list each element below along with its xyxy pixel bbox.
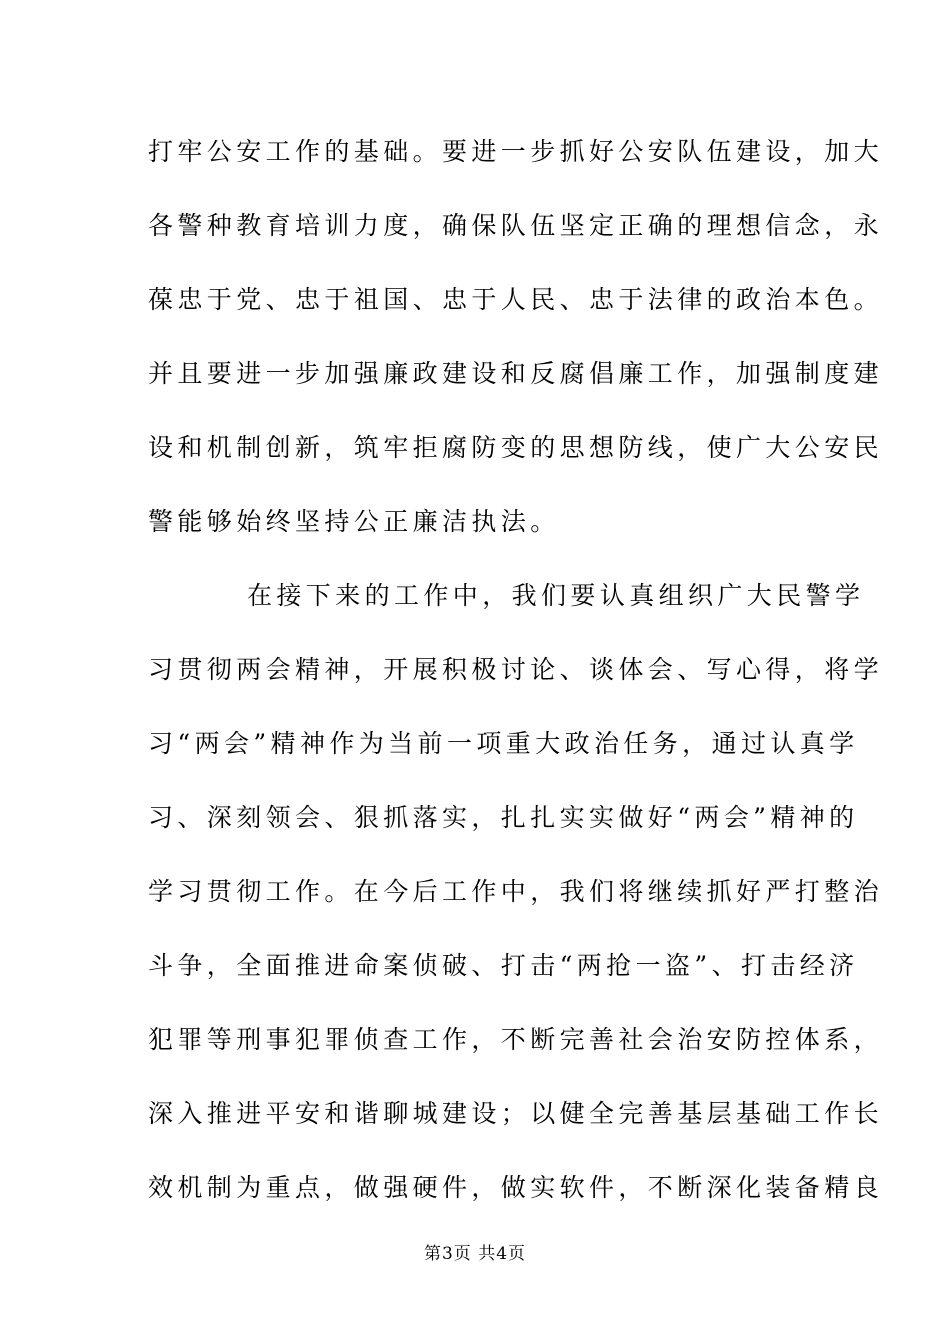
text-line: 打牢公安工作的基础。要进一步抓好公安队伍建设，加大	[148, 137, 884, 166]
text-line: 斗争，全面推进命案侦破、打击“两抢一盗”、打击经济	[148, 951, 859, 980]
text-line: 设和机制创新，筑牢拒腐防变的思想防线，使广大公安民	[148, 433, 884, 462]
text-line: 习“两会”精神作为当前一项重大政治任务，通过认真学	[148, 729, 859, 758]
text-line: 各警种教育培训力度，确保队伍坚定正确的理想信念，永	[148, 211, 884, 240]
text-line: 习、深刻领会、狠抓落实，扎扎实实做好“两会”精神的	[148, 803, 859, 832]
text-line: 习贯彻两会精神，开展积极讨论、谈体会、写心得，将学	[148, 655, 884, 684]
text-line: 并且要进一步加强廉政建设和反腐倡廉工作，加强制度建	[148, 359, 884, 388]
text-line: 犯罪等刑事犯罪侦查工作，不断完善社会治安防控体系，	[148, 1025, 884, 1054]
text-line: 深入推进平安和谐聊城建设；以健全完善基层基础工作长	[148, 1099, 884, 1128]
text-line: 葆忠于党、忠于祖国、忠于人民、忠于法律的政治本色。	[148, 285, 884, 314]
page-number-footer: 第3页 共4页	[423, 1244, 527, 1264]
text-line: 学习贯彻工作。在今后工作中，我们将继续抓好严打整治	[148, 877, 884, 906]
text-line-paragraph-start: 在接下来的工作中，我们要认真组织广大民警学	[247, 581, 865, 610]
text-line: 效机制为重点，做强硬件，做实软件，不断深化装备精良	[148, 1173, 884, 1202]
text-line: 警能够始终坚持公正廉洁执法。	[148, 507, 560, 536]
